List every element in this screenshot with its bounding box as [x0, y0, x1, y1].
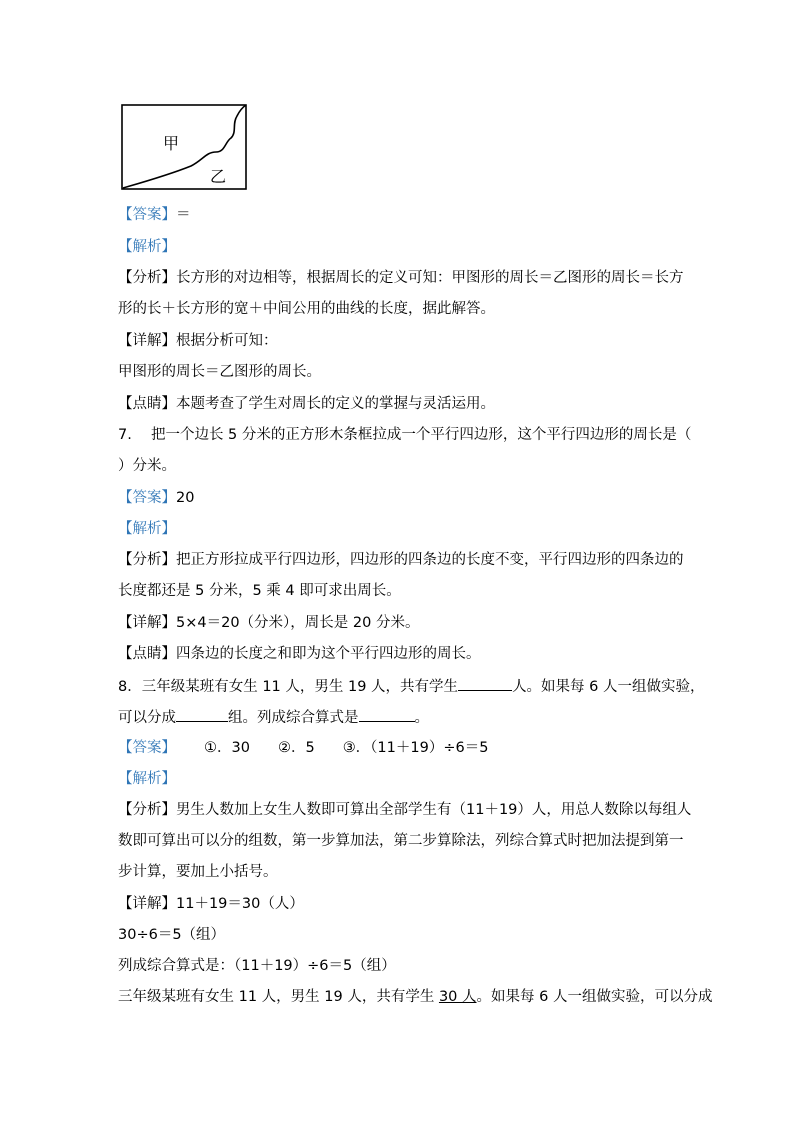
- q6-detail-text-2: 甲图形的周长＝乙图形的周长。: [118, 364, 321, 380]
- q8-stem-text-1b: 人。如果每 6 人一组做实验，: [512, 679, 705, 695]
- q6-answer-line: [118, 205, 191, 225]
- q8-fenxi-text-3: 步计算，要加上小括号。: [118, 864, 278, 880]
- q8-stem-text-2a: 可以分成: [118, 710, 176, 726]
- q7-fenxi-line-2: [118, 581, 401, 601]
- q7-detail-line: [118, 613, 419, 633]
- q7-answer-line: [118, 488, 194, 508]
- q6-detail-line-1: [118, 331, 278, 351]
- q8-stem-text-2b: 组。列成综合算式是: [228, 710, 359, 726]
- dianjing-tag: 【点睛】: [118, 646, 176, 662]
- q8-fenxi-text-2: 数即可算出可以分的组数，第一步算加法，第二步算除法，列综合算式时把加法提到第一: [118, 833, 684, 849]
- q8-detail-text-4a: 三年级某班有女生 11 人，男生 19 人，共有学生: [118, 989, 439, 1005]
- q8-blank-2: [176, 707, 228, 722]
- dianjing-tag: 【点睛】: [118, 396, 176, 412]
- q8-blank-1: [458, 676, 512, 691]
- answer-tag: 【答案】: [118, 740, 176, 756]
- q8-stem-line-1: [118, 676, 705, 697]
- q8-fenxi-line-3: [118, 862, 278, 882]
- q8-answer-2: ②．5: [277, 740, 315, 756]
- q8-blank-3: [359, 707, 415, 722]
- q7-detail-text: 5×4＝20（分米），周长是 20 分米。: [176, 615, 420, 631]
- q6-analysis-line: [118, 237, 176, 257]
- q8-answer-1: ①．30: [204, 740, 250, 756]
- q8-fenxi-line-2: [118, 831, 684, 851]
- q8-answer-line: [118, 738, 488, 758]
- q6-fenxi-line-1: [118, 268, 684, 288]
- q8-stem-text-1a: 8．三年级某班有女生 11 人，男生 19 人，共有学生: [118, 679, 459, 695]
- detail-tag: 【详解】: [118, 896, 176, 912]
- figure-label-yi: 乙: [210, 167, 227, 186]
- q8-detail-filled-blank: 30 人: [438, 989, 477, 1005]
- q6-fenxi-line-2: [118, 299, 495, 319]
- q8-detail-line-4: [118, 987, 712, 1007]
- q7-stem-line-1: [118, 425, 691, 445]
- q7-fenxi-text-2: 长度都还是 5 分米，5 乘 4 即可求出周长。: [118, 583, 401, 599]
- q6-detail-line-2: [118, 362, 321, 382]
- perimeter-figure: [121, 104, 247, 190]
- fenxi-tag: 【分析】: [118, 552, 176, 568]
- analysis-tag: 【解析】: [118, 239, 176, 255]
- analysis-tag: 【解析】: [118, 521, 176, 537]
- q6-detail-text-1: 根据分析可知：: [176, 333, 278, 349]
- answer-tag: 【答案】: [118, 490, 176, 506]
- answer-tag: 【答案】: [118, 207, 176, 223]
- q7-dianjing-text: 四条边的长度之和即为这个平行四边形的周长。: [176, 646, 481, 662]
- q8-detail-line-1: [118, 894, 304, 914]
- q8-stem-line-2: [118, 707, 429, 728]
- q7-fenxi-line-1: [118, 550, 684, 570]
- figure-label-jia: 甲: [163, 134, 180, 153]
- q8-answer-3: ③．（11＋19）÷6＝5: [342, 740, 489, 756]
- q6-fenxi-text-1: 长方形的对边相等，根据周长的定义可知：甲图形的周长＝乙图形的周长＝长方: [176, 270, 684, 286]
- q7-analysis-line: [118, 519, 176, 539]
- q8-detail-line-2: [118, 925, 225, 945]
- q8-detail-text-3: 列成综合算式是：（11＋19）÷6＝5（组）: [118, 958, 396, 974]
- q7-stem-line-2: [118, 456, 176, 476]
- q7-stem-text-1: 7. 把一个边长 5 分米的正方形木条框拉成一个平行四边形，这个平行四边形的周长是（: [118, 427, 692, 443]
- fenxi-tag: 【分析】: [118, 270, 176, 286]
- detail-tag: 【详解】: [118, 333, 176, 349]
- q7-dianjing-line: [118, 644, 481, 664]
- q7-stem-text-2: ）分米。: [118, 458, 176, 474]
- q7-answer: 20: [176, 490, 195, 506]
- q8-detail-text-4c: 。如果每 6 人一组做实验，可以分成: [476, 989, 713, 1005]
- q8-stem-text-2c: 。: [414, 710, 429, 726]
- q8-analysis-line: [118, 769, 176, 789]
- q8-detail-line-3: [118, 956, 396, 976]
- q6-answer: ＝: [176, 207, 191, 223]
- q8-fenxi-line-1: [118, 800, 691, 820]
- analysis-tag: 【解析】: [118, 771, 176, 787]
- fenxi-tag: 【分析】: [118, 802, 176, 818]
- q8-fenxi-text-1: 男生人数加上女生人数即可算出全部学生有（11＋19）人，用总人数除以每组人: [176, 802, 692, 818]
- q7-fenxi-text-1: 把正方形拉成平行四边形，四边形的四条边的长度不变，平行四边形的四条边的: [176, 552, 684, 568]
- detail-tag: 【详解】: [118, 615, 176, 631]
- q8-detail-text-2: 30÷6＝5（组）: [118, 927, 226, 943]
- q8-detail-text-1: 11＋19＝30（人）: [176, 896, 304, 912]
- q6-dianjing-line: [118, 394, 495, 414]
- q6-dianjing-text: 本题考查了学生对周长的定义的掌握与灵活运用。: [176, 396, 495, 412]
- q6-fenxi-text-2: 形的长＋长方形的宽＋中间公用的曲线的长度，据此解答。: [118, 301, 495, 317]
